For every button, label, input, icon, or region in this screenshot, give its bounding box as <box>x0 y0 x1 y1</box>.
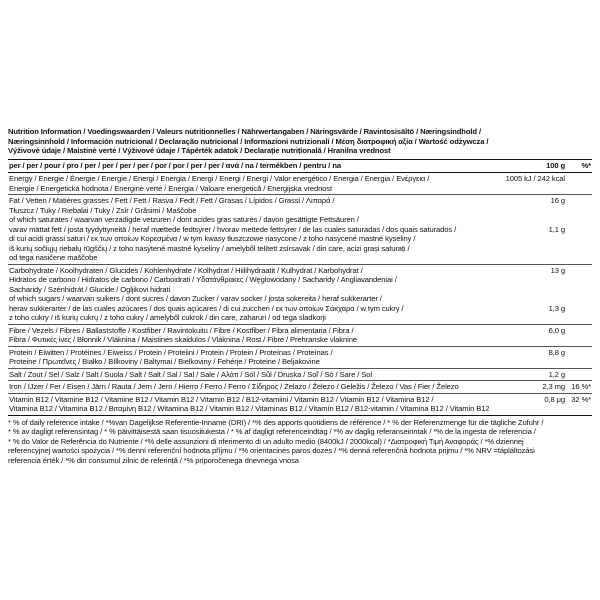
nutrient-ri <box>566 195 592 265</box>
header-line: Nutrition Information / Voedingswaarden / Valeurs nutritionnelles / Nährwertangaben / Näringsvärde / Ravintosisältö / Næringsindhold / <box>8 127 481 136</box>
nutrient-row-vitamin-b12 <box>8 393 592 415</box>
nutrient-sub-label <box>9 215 477 263</box>
nutrient-value <box>478 393 566 415</box>
nutrient-label-line: Hidratos de carbono / Hidratos de carbono / Carboidrati / Υδατάνθρακες / Węglowodany / Sacharidy / Angliavandeniai / <box>9 275 397 284</box>
nutrient-label <box>8 346 478 368</box>
nutrient-value <box>478 173 566 195</box>
nutrient-sub-label-line: of which sugars / waarvan suikers / dont sucres / davon Zucker / varav socker / josta sokereita / heraf sukkerarter / <box>9 294 382 303</box>
footnote-line: referencyjnej wartości spożycia / *% denní referenční hodnota příjmu / *% orientacinės paros dozės / *% denná referenčná hodnota prijmu / *% NRV =tápláltozási <box>8 446 535 455</box>
column-header-row <box>8 159 592 173</box>
nutrient-sub-label-line: z toho cukry / iš kurių cukrų / z toho cukry / amelyből cukrok / din care, zaharuri / od tega sladkorji <box>9 313 326 322</box>
footnote-line: * % do Valor de Referência do Nutriente / *% delle assunzioni di riferimento di un adulto medio (8400kJ / 2000kcal) / *Διατροφική Τιμή Αναφοράς / *% dziennej <box>8 436 524 446</box>
nutrient-value-main: 16 g <box>550 196 565 205</box>
nutrient-label-line: Fat / Vetten / Matières grasses / Fett / Fett / Rasva / Fedt / Fett / Grasas / Lípidos / Grassi / Λιπαρά / <box>9 196 335 205</box>
nutrient-sub-label <box>9 294 477 323</box>
nutrient-sub-label-line: of which saturates / waarvan verzadigde vetzuren / dont acides gras saturés / davon gesättigte Fettsäuren / <box>9 215 359 224</box>
nutrient-row-carbohydrate <box>8 264 592 324</box>
nutrient-value-main: 6,0 g <box>548 325 565 335</box>
nutrient-label <box>8 173 478 195</box>
nutrient-label-line: Energy / Energie / Énergie / Energie / Energi / Energia / Energi / Energi / Energi / Valor energético / Energia / Energia / Ενέργεια / <box>9 174 430 183</box>
nutrient-label-line: Protein / Eiwitten / Protéines / Eiweiss / Protein / Proteiini / Protein / Protein / Proteínas / Proteínas / <box>9 347 333 357</box>
nutrient-label-line: Iron / IJzer / Fer / Eisen / Järn / Rauta / Jern / Jern / Hierro / Ferro / Ferro / Σίδηρος / Żelazo / Železo / Geležis / Železo / Vas / Fier / Železo <box>9 382 459 391</box>
nutrient-label-line: Vitamina B12 / Vitamina B12 / Βιταμίνη B12 / Witamina B12 / Vitamin B12 / Vitaminas B12 / Vitamín B12 / B12-vitamin / Vitamina B12 / Vitamin B12 <box>9 404 490 413</box>
nutrient-label-line: Fibra / Φυτικές ίνες / Błonnik / Vláknina / Maistinės skaidulos / Vláknina / Rost / Fibre / Prehranske vlaknine <box>9 335 357 344</box>
nutrient-ri <box>566 173 592 195</box>
footnote-line: * % av dagligt referensintag / * % päivittäisestä saan tisuositukesta / * % af dagligt referenceindtag / *% av daglig referanseinntak / *% de la ingesta de referencia / <box>8 427 536 436</box>
nutrient-label-line: Carbohydrate / Koolhydraten / Glucides / Kohlenhydrate / Kolhydrat / Hiilihydraatit / Kulhydrat / Karbohydrat / <box>9 265 363 275</box>
nutrient-value-main: 1005 kJ / 242 kcal <box>505 174 565 183</box>
nutrient-sub-value: 1,1 g <box>548 224 565 234</box>
nutrient-value-main: 8,8 g <box>548 347 565 357</box>
footnote-line: referencia érték / *% din consumul zilnic de referință / *% priporočenega dnevnega vnosa <box>8 455 299 465</box>
nutrient-value <box>478 346 566 368</box>
column-header-amount: 100 g <box>478 159 566 173</box>
nutrition-label <box>8 127 592 465</box>
nutrient-label-line: Fibre / Vezels / Fibres / Ballaststoffe / Kostfiber / Ravintokuitu / Fibre / Kostfiber / Fibra alimentaria / Fibra / <box>9 325 354 335</box>
nutrient-label <box>8 264 478 324</box>
nutrient-label-line: Vitamin B12 / Vitamine B12 / Vitamine B12 / Vitamin B12 / Vitamin B12 / B12-vitamiini / Vitamin B12 / Vitamin B12 / Vitamina B12 / <box>9 394 434 404</box>
nutrient-row-fibre <box>8 324 592 346</box>
nutrient-label-line: Energie / Energetická hodnota / Energinė vertė / Energia / Valoare energetică / Energijska vrednost <box>9 183 333 193</box>
nutrient-ri <box>566 264 592 324</box>
nutrient-label <box>8 324 478 346</box>
column-header-label: per / per / pour / pro / per / per / per / per / por / por / per / per / ανά / na / termékben / pentru / na <box>8 159 478 173</box>
nutrient-label-line: Salt / Zout / Sel / Salz / Salt / Suola / Salt / Salt / Sal / Sal / Sale / Αλάτι / Sól / Sůl / Druska / Soľ / Só / Sare / Sol <box>9 369 372 379</box>
nutrient-value-main: 0,8 μg <box>544 394 565 404</box>
nutrient-ri: 32 %* <box>566 393 592 415</box>
nutrient-label <box>8 368 478 381</box>
nutrient-value-main: 1,2 g <box>548 369 565 379</box>
nutrient-value-main: 2,3 mg <box>542 382 565 391</box>
nutrient-sub-label-line: herav sukkerarter / de las cuales azúcares / dos quais açúcares / di cui zuccheri / εκ των οποίων Σάκχαρα / w tym cukry / <box>9 303 404 313</box>
nutrient-sub-value: 1,3 g <box>548 303 565 313</box>
nutrient-value-main: 13 g <box>550 265 565 275</box>
nutrient-value <box>478 324 566 346</box>
nutrient-ri <box>566 324 592 346</box>
nutrient-value <box>478 368 566 381</box>
nutrient-sub-label-line: di cui acidi grassi saturi / εκ των οποίων Κορεσμένα / w tym kwasy tłuszczowe nasycone / z toho nasycené mastné kyseliny / <box>9 234 416 243</box>
nutrient-row-energy <box>8 173 592 195</box>
nutrient-value <box>478 195 566 265</box>
header-line: Výživové údaje / Maistinė vertė / Výživové údaje / Tápérték adatok / Declaraţie nutrițională / Hranilna vrednost <box>8 146 391 155</box>
nutrient-value <box>478 264 566 324</box>
nutrient-label <box>8 195 478 265</box>
nutrient-value <box>478 381 566 394</box>
nutrient-label-line: Tłuszcz / Tuky / Riebalai / Tuky / Zsír / Grăsimi / Maščobe <box>9 205 197 215</box>
nutrition-header <box>8 127 592 156</box>
nutrient-sub-label-line: varav mättat fett / josta tyydyttyneitä / heraf mættede fedtsyrer / hvorav mettede fettsyrer / de las cuales saturadas / dos quais saturados / <box>9 224 457 234</box>
nutrient-row-protein <box>8 346 592 368</box>
nutrient-sub-label-line: iš kurių sočiųjų riebalų rūgščių / z toho nasýtené mastné kyseliny / amelyből telített zsírsavak / din care, acizi grași saturați / <box>9 243 410 253</box>
nutrient-label-line: Proteine / Πρωτεΐνες / Białko / Bílkoviny / Baltymai / Bielkoviny / Fehérje / Proteine / Beljakovine <box>9 357 320 366</box>
footnote <box>8 418 592 466</box>
nutrient-ri: 16 %* <box>566 381 592 394</box>
nutrient-ri <box>566 346 592 368</box>
nutrient-ri <box>566 368 592 381</box>
nutrient-label <box>8 393 490 415</box>
footnote-line: * % of daily reference intake / *%van Dagelijkse Referentie-Inname (DRI) / *% des apports quotidiens de référence / * % der Referenzmenge für die tägliche Zufuhr / <box>8 417 544 427</box>
nutrient-sub-label-line: od tega nasičene maščobe <box>9 253 98 262</box>
nutrient-row-iron <box>8 381 592 394</box>
nutrient-label <box>8 381 478 394</box>
column-header-ri: %* <box>566 159 592 173</box>
nutrition-table <box>8 159 592 416</box>
nutrient-label-line: Sacharidy / Szénhidrát / Glucide / Ogljikovi hidrati <box>9 284 171 294</box>
nutrient-row-fat <box>8 195 592 265</box>
header-line: Næringsinnhold / Información nutricional / Declaração nutricional / Informazioni nutrizionali / Μέση διατροφική αξία / Wartość odżywcza / <box>8 136 489 146</box>
nutrient-row-salt <box>8 368 592 381</box>
